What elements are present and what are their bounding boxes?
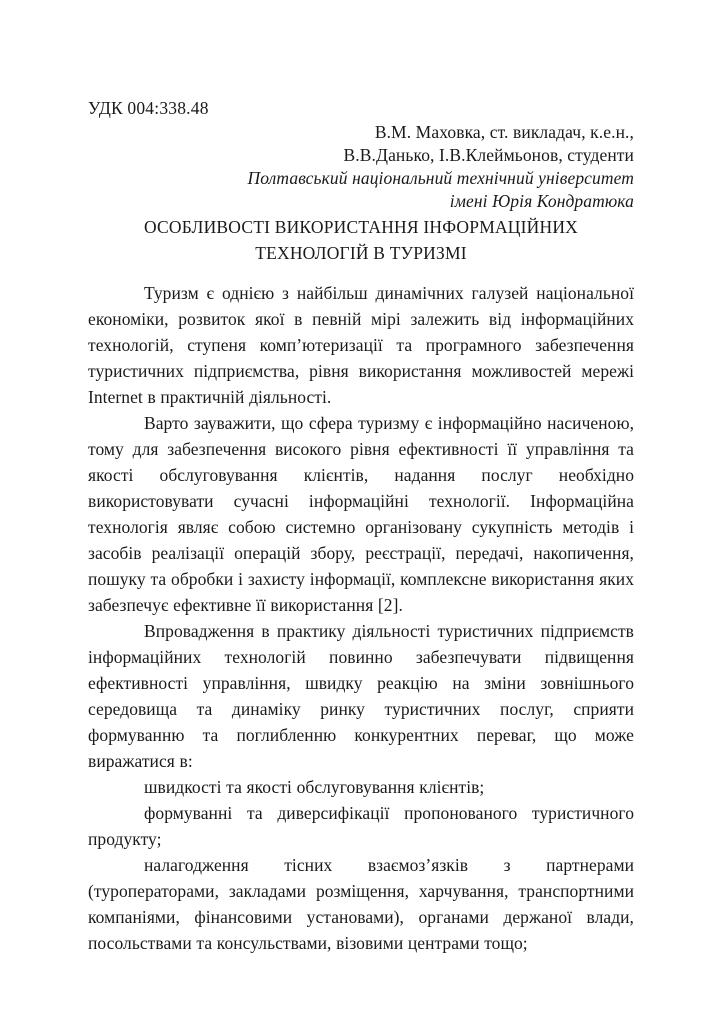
paragraph-information-technology: Варто зауважити, що сфера туризму є інформаційно насиченою, тому для забезпечення високого рівня ефективності її управління та якості обслуговування клієнтів, надання послуг необхідно використовувати сучасні інформаційні технології. Інформаційна технологія являє собою системно організовану сукупність методів і засобів реалізації операцій збору, реєстрації, передачі, накопичення, пошуку та обробки і захисту інформації, комплексне використання яких забезпечує ефективне її використання [2]. — [88, 413, 634, 615]
list-item-partner-relations: налагодження тісних взаємоз’язків з партнерами (туроператорами, закладами розміщення, харчування, транспортними компаніями, фінансовими установами), органами держаної влади, посольствами та консульствами, візовими центрами тощо; — [88, 855, 634, 953]
document-content — [88, 96, 634, 956]
paper-title-line-2: ТЕХНОЛОГІЙ В ТУРИЗМІ — [255, 243, 467, 263]
body-text — [88, 280, 634, 956]
author-line-1: В.М. Маховка, ст. викладач, к.е.н., — [374, 122, 634, 142]
paragraph-intro: Туризм є однією з найбільш динамічних галузей національної економіки, розвиток якої в певній мірі залежить від інформаційних технологій, ступеня комп’ютеризації та програмного забезпечення туристичних підприємства, рівня використання можливостей мережі Internet в практичній діяльності. — [88, 283, 634, 407]
list-item-service-speed: швидкості та якості обслуговування клієнтів; — [144, 777, 485, 797]
list-item-product-diversification: формуванні та диверсифікації пропонованого туристичного продукту; — [88, 803, 634, 849]
affiliation-line-2: імені Юрія Кондратюка — [449, 191, 634, 211]
author-line-2: В.В.Данько, І.В.Клеймьонов, студенти — [343, 145, 634, 165]
paragraph-implementation: Впровадження в практику діяльності туристичних підприємств інформаційних технологій повинно забезпечувати підвищення ефективності управління, швидку реакцію на зміни зовнішнього середовища та динаміку ринку туристичних послуг, сприяти формуванню та поглибленню конкурентних переваг, що може виражатися в: — [88, 621, 634, 771]
paper-title-line-1: ОСОБЛИВОСТІ ВИКОРИСТАННЯ ІНФОРМАЦІЙНИХ — [143, 217, 579, 237]
udc-code: УДК 004:338.48 — [88, 98, 209, 118]
affiliation-line-1: Полтавський національний технічний університет — [247, 168, 634, 188]
